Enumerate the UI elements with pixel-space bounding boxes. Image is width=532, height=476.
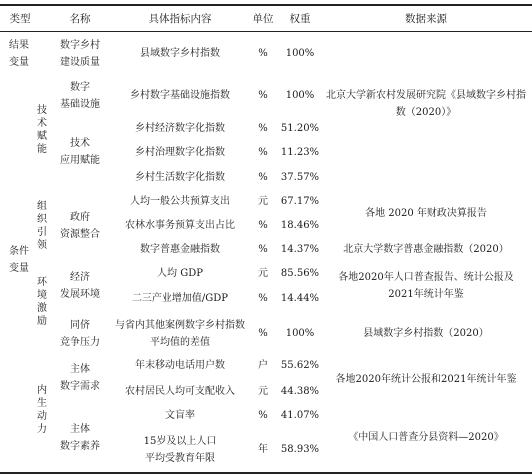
header-unit: 单位	[252, 13, 274, 25]
name-digital-infra: 数字 基础设施	[60, 82, 100, 110]
row-unit: 元	[258, 386, 268, 397]
row-unit: %	[258, 220, 268, 231]
group-tech-enable: 技术赋能	[37, 105, 47, 155]
row-content: 人均一般公共预算支出	[130, 196, 230, 207]
row-content: 乡村治理数字化指数	[135, 147, 225, 158]
row-unit: %	[258, 328, 268, 339]
row-weight: 51.20%	[280, 123, 320, 134]
row-weight: 18.46%	[280, 220, 320, 231]
row-weight: 41.07%	[280, 410, 320, 421]
group-org-lead: 组织引领	[37, 201, 47, 251]
name-subject-literacy: 主体 数字素养	[60, 424, 100, 452]
header-name: 名称	[69, 13, 91, 25]
group-env-incentive: 环境激励	[37, 277, 47, 327]
row-content: 乡村生活数字化指数	[135, 172, 225, 183]
source-county-index: 县域数字乡村指数（2020）	[363, 328, 489, 339]
row-weight: 100%	[285, 90, 315, 101]
row-unit: %	[258, 293, 268, 304]
header-rule	[0, 31, 532, 32]
group-internal-drive: 内生动力	[37, 385, 47, 435]
row-content: 与省内其他案例数字乡村指数 平均值的差值	[115, 320, 245, 348]
row-content: 文盲率	[165, 410, 195, 421]
row-unit: %	[258, 123, 268, 134]
row-unit: %	[258, 172, 268, 183]
row-weight: 100%	[285, 48, 315, 59]
source-finance-report: 各地 2020 年财政决算报告	[365, 208, 487, 219]
row-weight: 14.37%	[280, 244, 320, 255]
name-tech-application: 技术 应用赋能	[60, 138, 100, 166]
top-rule	[0, 4, 532, 6]
row-unit: 元	[258, 268, 268, 279]
row-weight: 14.44%	[280, 293, 320, 304]
header-weight: 权重	[289, 13, 311, 25]
row-weight: 58.93%	[280, 444, 320, 455]
source-pku-county-index: 北京大学新农村发展研究院《县域数字乡村指数（2020）》	[326, 90, 526, 118]
row-unit: %	[258, 244, 268, 255]
row-content: 乡村数字基础设施指数	[130, 90, 230, 101]
row-unit: %	[258, 147, 268, 158]
row-weight: 44.38%	[280, 386, 320, 397]
row-weight: 85.56%	[280, 268, 320, 279]
row-content: 县域数字乡村指数	[140, 48, 220, 59]
row-unit: 元	[258, 196, 268, 207]
header-source: 数据来源	[405, 13, 447, 25]
name-peer-pressure: 同侪 竞争压力	[60, 320, 100, 348]
name-gov-resource: 政府 资源整合	[60, 212, 100, 240]
row-unit: %	[258, 90, 268, 101]
row-unit: %	[258, 48, 268, 59]
row-weight: 67.17%	[280, 196, 320, 207]
row-content: 二三产业增加值/GDP	[131, 293, 229, 304]
source-census-book: 《中国人口普查分县资料—2020》	[348, 432, 504, 443]
group-condition-variable: 条件 变量	[9, 246, 29, 274]
source-census-stats: 各地2020年人口普查报告、统计公报及 2021年统计年鉴	[338, 272, 514, 300]
row-content: 人均 GDP	[157, 268, 203, 279]
name-econ-environment: 经济 发展环境	[60, 272, 100, 300]
row-content: 农村居民人均可支配收入	[125, 386, 235, 397]
row-content: 乡村经济数字化指数	[135, 123, 225, 134]
name-digital-village-quality: 数字乡村 建设质量	[60, 40, 100, 68]
row-weight: 100%	[285, 328, 315, 339]
row-unit: %	[258, 410, 268, 421]
row-unit: 户	[258, 360, 268, 371]
header-content: 具体指标内容	[148, 13, 212, 25]
row-content: 15岁及以上人口 平均受教育年限	[143, 436, 217, 464]
row-unit: 年	[258, 444, 268, 455]
row-content: 农林水事务预算支出占比	[125, 220, 235, 231]
header-type: 类型	[9, 13, 31, 25]
row-weight: 37.57%	[280, 172, 320, 183]
row-weight: 55.62%	[280, 360, 320, 371]
source-pku-finance-index: 北京大学数字普惠金融指数（2020）	[343, 244, 509, 255]
name-subject-demand: 主体 数字需求	[60, 364, 100, 392]
source-stats-bulletin: 各地2020年统计公报和2021年统计年鉴	[335, 374, 517, 385]
group-result-variable: 结果 变量	[9, 40, 29, 68]
row-content: 数字普惠金融指数	[140, 244, 220, 255]
row-content: 年末移动电话用户数	[135, 360, 225, 371]
bottom-rule	[0, 472, 532, 474]
row-weight: 11.23%	[280, 147, 320, 158]
